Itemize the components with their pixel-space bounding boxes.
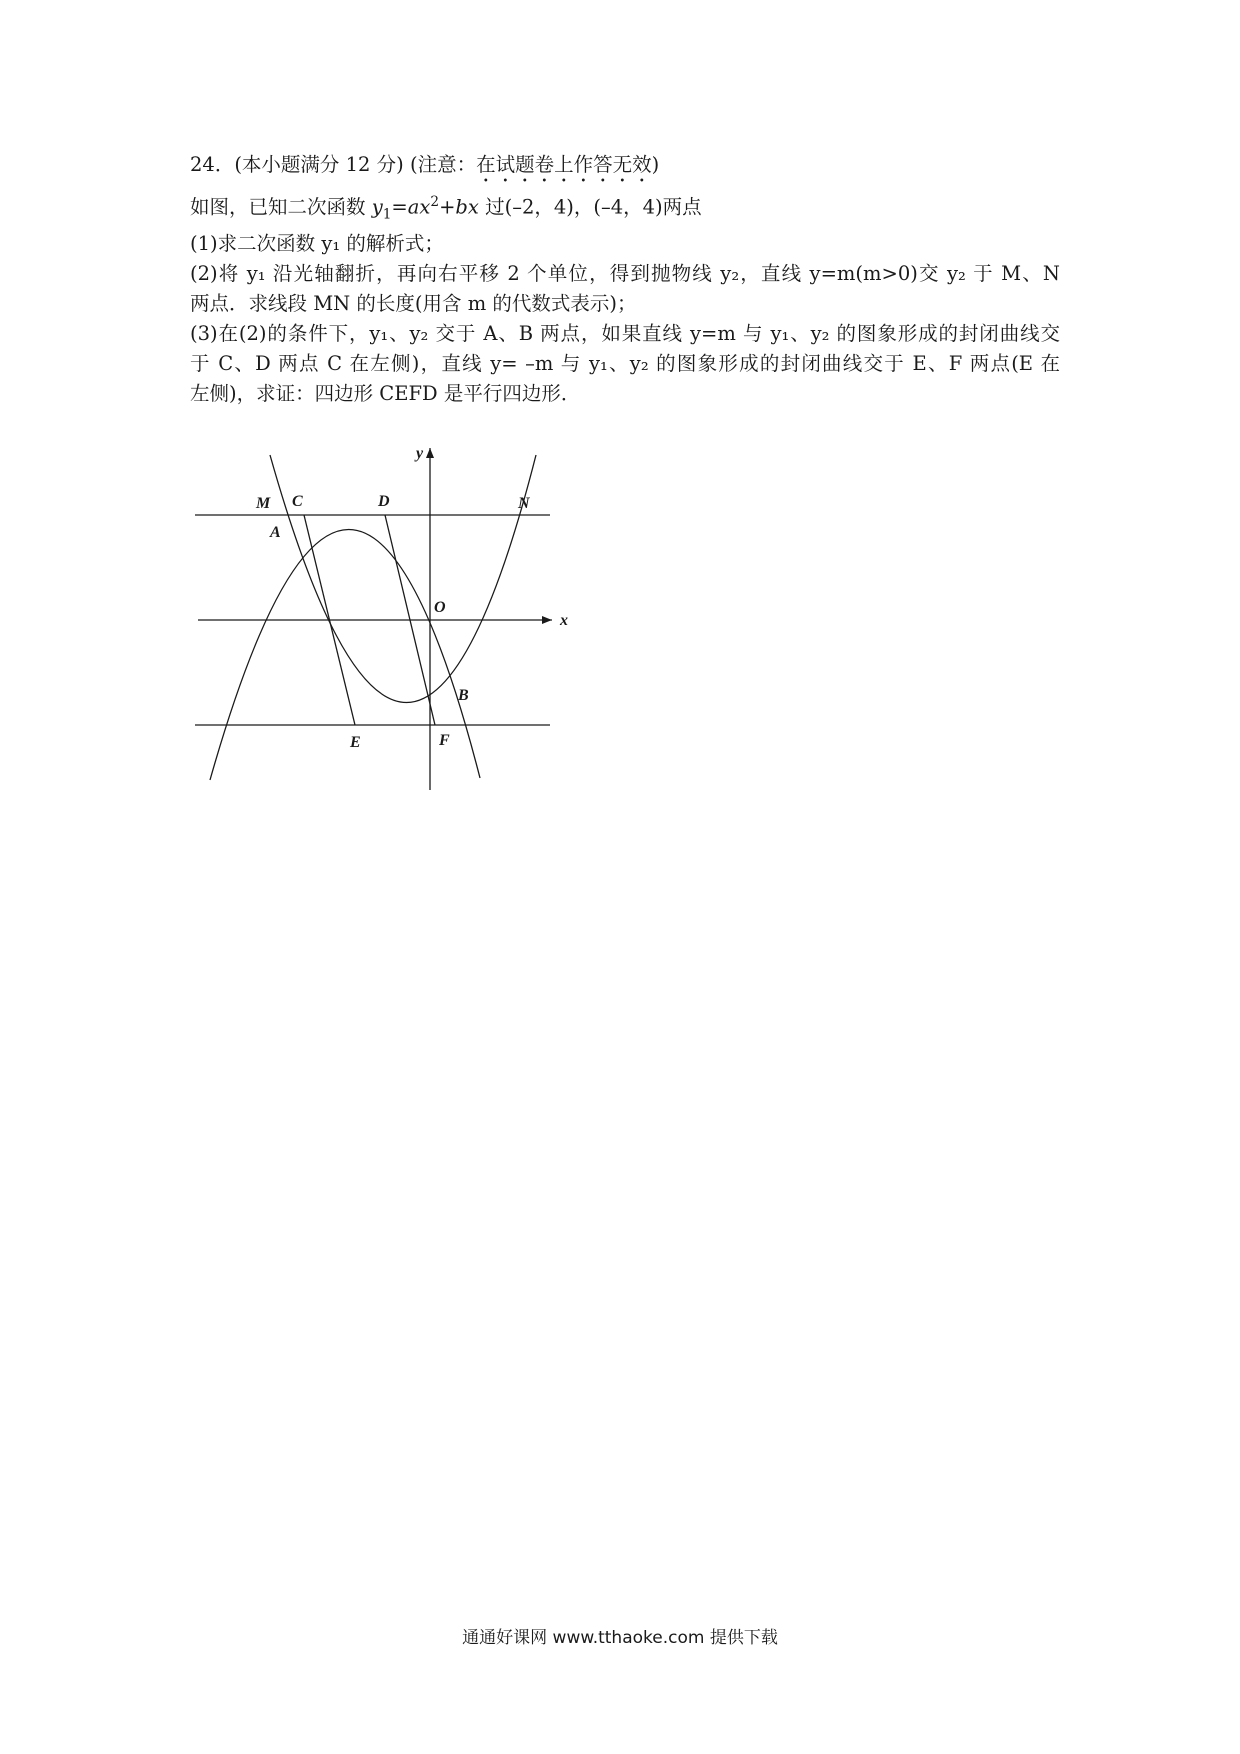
question-2-line-2: 两点．求线段 MN 的长度(用含 m 的代数式表示)； bbox=[190, 292, 637, 316]
y-axis-arrow-icon bbox=[426, 448, 434, 458]
figure-svg bbox=[190, 440, 570, 800]
stem-pre: 如图，已知二次函数 bbox=[190, 195, 372, 219]
footer-source: 通通好课网 www.tthaoke.com 提供下载 bbox=[462, 1628, 778, 1648]
question-3-line-1: (3)在(2)的条件下，y₁、y₂ 交于 A、B 两点，如果直线 y=m 与 y₁、y₂ 的图象形成的封闭曲线交 bbox=[190, 322, 1060, 346]
stem-eq2: +bx bbox=[439, 195, 479, 219]
parabola-figure bbox=[190, 440, 570, 800]
question-2-line-1: (2)将 y₁ 沿光轴翻折，再向右平移 2 个单位，得到抛物线 y₂，直线 y=m(m>0)交 y₂ 于 M、N bbox=[190, 262, 1060, 286]
label-e: E bbox=[350, 734, 361, 751]
note-open: ( bbox=[403, 153, 418, 176]
question-3-line-3: 左侧)，求证：四边形 CEFD 是平行四边形． bbox=[190, 382, 581, 406]
problem-header bbox=[190, 150, 1060, 187]
label-d: D bbox=[378, 493, 390, 510]
label-x: x bbox=[560, 612, 568, 629]
stem-func: y bbox=[371, 195, 383, 219]
label-f: F bbox=[439, 732, 450, 749]
label-y: y bbox=[416, 445, 424, 462]
label-n: N bbox=[518, 495, 530, 512]
note-close: ) bbox=[651, 153, 660, 176]
stem-eq: =ax bbox=[391, 195, 431, 219]
note-text: 在试题卷上作答无效 bbox=[476, 153, 652, 176]
label-c: C bbox=[292, 493, 303, 510]
stem-post: 过(–2，4)，(–4，4)两点 bbox=[478, 195, 702, 219]
problem-stem bbox=[190, 187, 1060, 229]
question-3-line-2: 于 C、D 两点 C 在左侧)，直线 y= –m 与 y₁、y₂ 的图象形成的封闭曲线交于 E、F 两点(E 在 bbox=[190, 352, 1060, 376]
label-m: M bbox=[256, 495, 271, 512]
label-o: O bbox=[434, 599, 446, 616]
label-a: A bbox=[270, 524, 281, 541]
problem-score: (本小题满分 12 分) bbox=[234, 153, 404, 176]
problem-block bbox=[190, 150, 1060, 409]
note-label: 注意： bbox=[417, 153, 477, 176]
problem-number: 24． bbox=[190, 153, 235, 176]
stem-func-sub: 1 bbox=[382, 206, 392, 223]
x-axis-arrow-icon bbox=[542, 616, 552, 624]
stem-exp: 2 bbox=[430, 194, 440, 210]
label-b: B bbox=[458, 687, 469, 704]
question-1: (1)求二次函数 y₁ 的解析式； bbox=[190, 232, 444, 256]
parabola-y2 bbox=[270, 455, 536, 703]
